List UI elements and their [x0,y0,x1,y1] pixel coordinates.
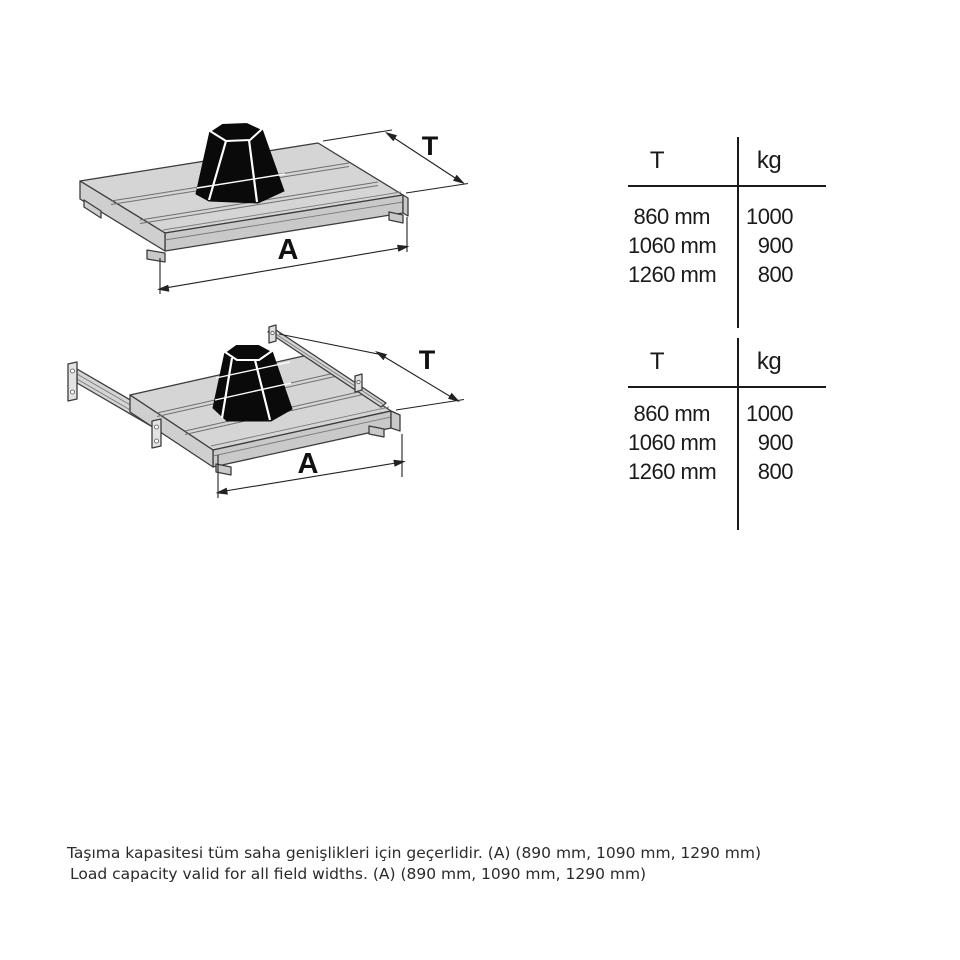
table-row [628,457,828,486]
footnotes [67,843,761,885]
front-left-lip [147,250,165,262]
width-dimension-label: A [277,234,299,266]
depth-value: 1060 mm [628,233,717,258]
right-end-cap [391,411,400,431]
depth-value: 860 mm [633,401,710,426]
depth-dimension-label: T [421,131,439,161]
capacity-table-fixed-shelf [628,137,828,328]
pullout-shelf-drawing [68,325,464,498]
table-header-rule [628,185,826,187]
fixed-shelf-drawing [80,122,468,294]
load-value: 900 [757,430,793,455]
load-value: 1000 [746,401,793,426]
load-value: 800 [757,459,793,484]
table-row [628,231,828,260]
depth-value: 1260 mm [628,459,717,484]
capacity-table-pullout-shelf [628,338,828,530]
load-block [213,344,292,421]
right-end-cap [403,195,408,216]
column-header-depth: T [649,348,665,375]
table-row [628,202,828,231]
column-header-load: kg [756,147,782,174]
footnote-english: Load capacity valid for all field widths. (A) (890 mm, 1090 mm, 1290 mm) [70,865,647,883]
table-header-rule [628,386,826,388]
depth-value: 1260 mm [628,262,717,287]
table-row [628,260,828,289]
table-row [628,428,828,457]
load-value: 1000 [746,204,793,229]
load-value: 800 [757,262,793,287]
depth-value: 860 mm [633,204,710,229]
depth-value: 1060 mm [628,430,717,455]
column-header-depth: T [649,147,665,174]
load-value: 900 [757,233,793,258]
depth-dimension-label: T [418,345,436,375]
column-header-load: kg [756,348,782,375]
table-row [628,399,828,428]
load-block [196,122,285,203]
width-dimension-label: A [297,448,319,480]
footnote-turkish: Taşıma kapasitesi tüm saha genişlikleri için geçerlidir. (A) (890 mm, 1090 mm, 1290 mm) [67,844,762,862]
